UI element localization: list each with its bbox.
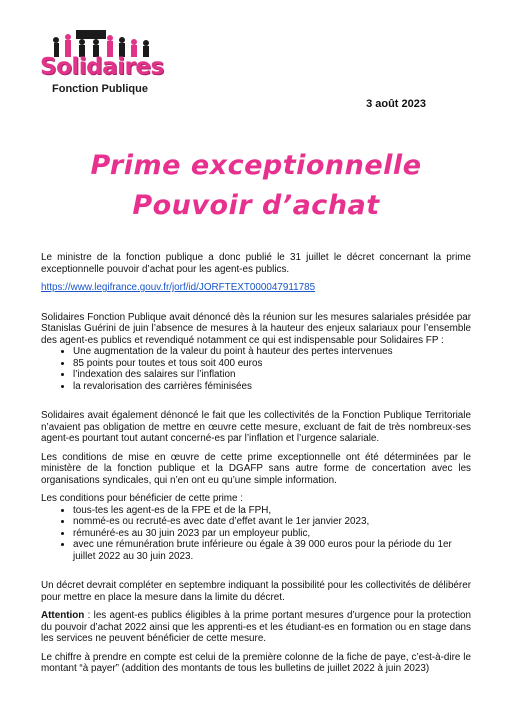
attention-paragraph <box>41 610 471 645</box>
title-line-2: Pouvoir d’achat <box>132 190 380 221</box>
list-item: • avec une rémunération brute inférieure ou égale à 39 000 euros pour la période du 1er juillet 2022 au 30 juin 2023. <box>73 539 471 562</box>
spacer <box>41 569 471 580</box>
attention-label: Attention <box>41 610 85 621</box>
list-item: • Une augmentation de la valeur du point à hauteur des pertes intervenues <box>73 346 471 358</box>
spacer <box>41 399 471 410</box>
intro-paragraph: Le ministre de la fonction publique a donc publié le 31 juillet le décret concernant la prime exceptionnelle pouvoir d’achat pour les agent-es publics. <box>41 252 471 275</box>
paragraph-territorial: Solidaires avait également dénoncé le fait que les collectivités de la Fonction Publique Territoriale n’avaient pas obligation de mettre en œuvre cette mesure, excluant de fait de très nombreux-ses agent-es pourtant tout autant concerné-es par l’inflation et l’urgence salariale. <box>41 410 471 444</box>
list-item: • 85 points pour toutes et tous soit 400 euros <box>73 358 471 370</box>
list-item: • nommé-es ou recruté-es avec date d’effet avant le 1er janvier 2023, <box>73 516 471 528</box>
title-line-1: Prime exceptionnelle <box>90 150 422 181</box>
document-date: 3 août 2023 <box>366 98 426 110</box>
attention-text: : les agent-es publics éligibles à la prime portant mesures d’urgence pour la protection du pouvoir d’achat 2022 ainsi que les apprenti-es et les étudiant-es en formation ou en stage dans les services ne peuvent bénéficier de cette mesure. <box>41 610 471 644</box>
list-item: • l’indexation des salaires sur l’inflation <box>73 369 471 381</box>
paragraph-decree: Un décret devrait compléter en septembre indiquant la possibilité pour les collectivités de délibérer pour mettre en place la mesure dans la limite du décret. <box>41 580 471 603</box>
conditions-list <box>41 505 471 563</box>
spacer <box>41 301 471 312</box>
logo-brand: Solidaires <box>40 54 164 80</box>
document-body <box>41 252 471 682</box>
paragraph-denunciation: Solidaires Fonction Publique avait dénoncé dès la réunion sur les mesures salariales présidée par Stanislas Guérini de juin l’absence de mesures à la hauteur des enjeux salariaux pour l’ensemble des agent-es publics et revendiqué notamment ce qui est indispensable pour Solidaires FP : <box>41 311 471 346</box>
list-item: • rémunéré-es au 30 juin 2023 par un employeur public, <box>73 528 471 540</box>
conditions-intro: Les conditions pour bénéficier de cette prime : <box>41 493 244 504</box>
list-item: • la revalorisation des carrières féminisées <box>73 381 471 393</box>
paragraph-conditions-setup: Les conditions de mise en œuvre de cette prime exceptionnelle ont été déterminées par le ministère de la fonction publique et la DGAFP sans autre forme de concertation avec les organisations syndicales, qui n’en ont eu qu’une simple information. <box>41 451 471 486</box>
logo-subtitle: Fonction Publique <box>52 83 148 95</box>
solidaires-logo <box>38 28 162 98</box>
list-item: • tous-tes les agent-es de la FPE et de la FPH, <box>73 505 471 517</box>
paragraph-amount: Le chiffre à prendre en compte est celui de la première colonne de la fiche de paye, c’est-à-dire le montant “à payer” (addition des montants de tous les bulletins de juillet 2022 à juin 2023) <box>41 651 471 674</box>
legifrance-link[interactable]: https://www.legifrance.gouv.fr/jorf/id/JORFTEXT000047911785 <box>41 282 316 293</box>
demands-list <box>41 346 471 392</box>
